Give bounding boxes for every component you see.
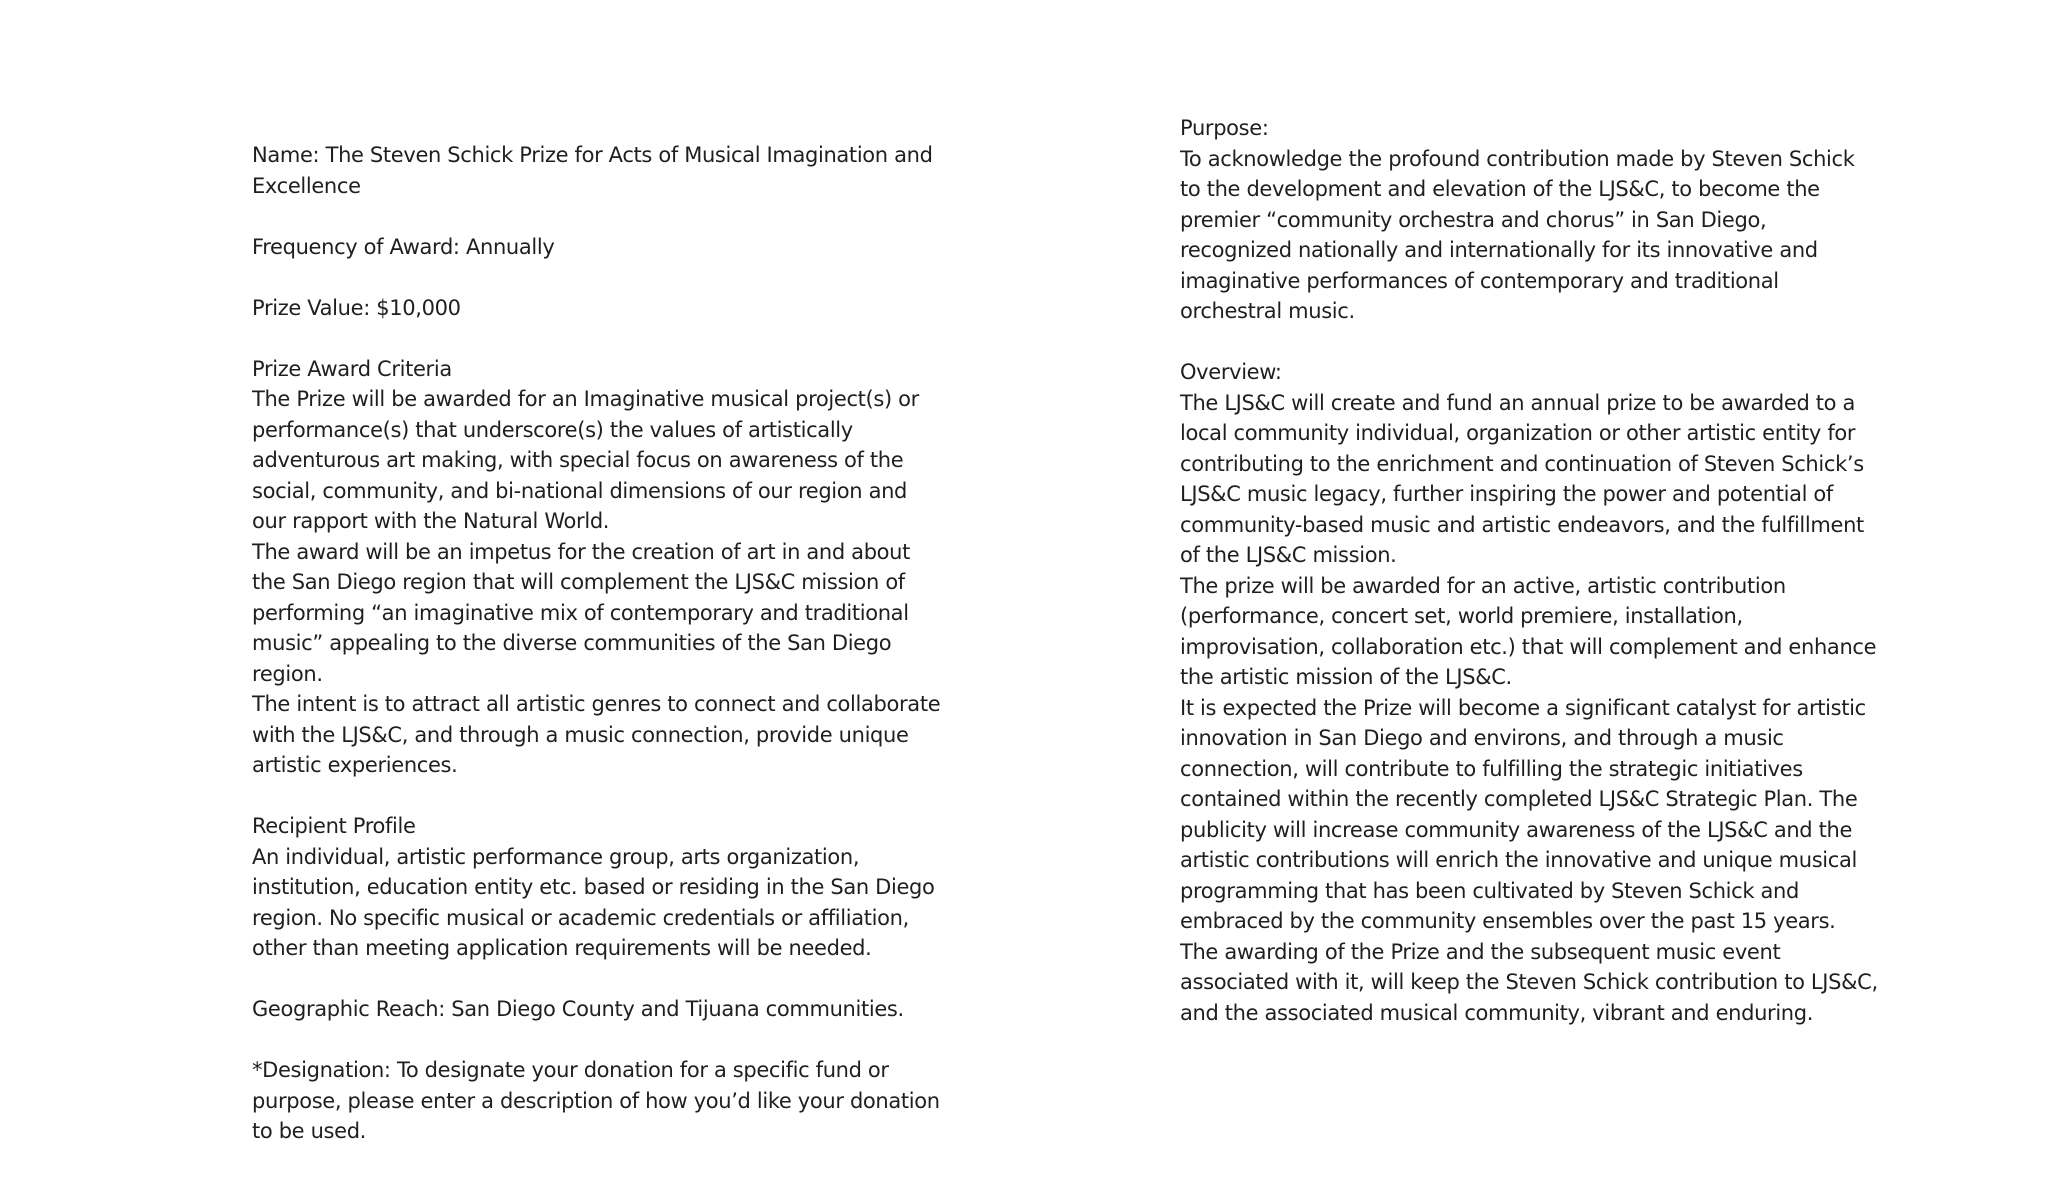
- criteria-section: [252, 354, 942, 781]
- recipient-section: [252, 811, 942, 964]
- overview-paragraph: The prize will be awarded for an active, artistic contribution (performance, concert set, world premiere, installation, improvisation, collaboration etc.) that will complement and enhance the artistic mission of the LJS&C.: [1180, 573, 1877, 689]
- geographic-block: [252, 994, 942, 1025]
- criteria-paragraph: The Prize will be awarded for an Imaginative musical project(s) or performance(s) that underscore(s) the values of artistically adventurous art making, with special focus on awareness of the social, community, and bi-national dimensions of our region and our rapport with the Natural World.: [252, 387, 919, 533]
- overview-paragraph: The awarding of the Prize and the subsequent music event associated with it, will keep the Steven Schick contribution to LJS&C, and the associated musical community, vibrant and enduring.: [1180, 939, 1878, 1025]
- overview-heading: Overview:: [1180, 360, 1282, 384]
- prize-value-block: [252, 293, 942, 324]
- geographic-reach: Geographic Reach: San Diego County and Tijuana communities.: [252, 997, 904, 1021]
- purpose-paragraph: To acknowledge the profound contribution made by Steven Schick to the development and elevation of the LJS&C, to become the premier “community orchestra and chorus” in San Diego, recognized nationally and internationally for its innovative and imaginative performances of contemporary and traditional orchestral music.: [1180, 146, 1855, 323]
- purpose-heading: Purpose:: [1180, 116, 1269, 140]
- recipient-heading: Recipient Profile: [252, 814, 416, 838]
- right-column: [1180, 113, 1880, 1059]
- overview-paragraph: It is expected the Prize will become a significant catalyst for artistic innovation in San Diego and environs, and through a music connection, will contribute to fulfilling the strategic initiatives contained within the recently completed LJS&C Strategic Plan. The publicity will increase community awareness of the LJS&C and the artistic contributions will enrich the innovative and unique musical programming that has been cultivated by Steven Schick and embraced by the community ensembles over the past 15 years.: [1180, 695, 1866, 933]
- overview-section: [1180, 357, 1880, 1028]
- prize-name: Name: The Steven Schick Prize for Acts of Musical Imagination and Excellence: [252, 143, 933, 198]
- overview-paragraph: The LJS&C will create and fund an annual prize to be awarded to a local community individual, organization or other artistic entity for contributing to the enrichment and continuation of Steven Schick’s LJS&C music legacy, further inspiring the power and potential of community-based music and artistic endeavors, and the fulfillment of the LJS&C mission.: [1180, 390, 1864, 567]
- prize-name-block: [252, 140, 942, 201]
- criteria-paragraph: The intent is to attract all artistic genres to connect and collaborate with the LJS&C, and through a music connection, provide unique artistic experiences.: [252, 692, 941, 777]
- purpose-section: [1180, 113, 1880, 327]
- left-column: [252, 140, 942, 1177]
- prize-value: Prize Value: $10,000: [252, 295, 461, 320]
- criteria-paragraph: The award will be an impetus for the creation of art in and about the San Diego region that will complement the LJS&C mission of performing “an imaginative mix of contemporary and traditional music” appealing to the diverse communities of the San Diego region.: [252, 539, 911, 686]
- criteria-heading: Prize Award Criteria: [252, 356, 452, 381]
- frequency-block: [252, 232, 942, 263]
- award-frequency: Frequency of Award: Annually: [252, 234, 555, 259]
- recipient-paragraph: An individual, artistic performance group, arts organization, institution, education entity etc. based or residing in the San Diego region. No specific musical or academic credentials or affiliation, other than meeting application requirements will be needed.: [252, 844, 935, 960]
- designation-note: *Designation: To designate your donation for a specific fund or purpose, please enter a description of how you’d like your donation to be used.: [252, 1058, 940, 1143]
- designation-block: [252, 1055, 942, 1147]
